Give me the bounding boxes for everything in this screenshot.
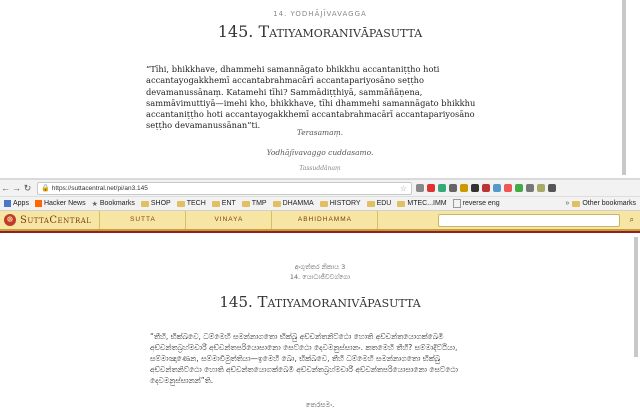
dhamma-wheel-icon: ☸ bbox=[4, 214, 16, 226]
nav-sutta[interactable]: SUTTA bbox=[99, 211, 185, 229]
back-icon[interactable]: ← bbox=[1, 183, 10, 193]
vagga-heading: 14. YODHĀJĪVAVAGGA bbox=[273, 10, 367, 18]
sutta-paragraph: “තීහි, භික්ඛවෙ, ධම්මෙහි සමන්නාගතො භික්ඛු අච්චන්තනිට්ඨො හොති අච්චන්තයොගක්ඛෙමී අච්චන්තබ්‍රහ්මචාරී අච්චන්තපරියොසානො සෙට්ඨො දෙවමනුස්සානං. කතමෙහි තීහි? සම්මාදිට්ඨියා, සම්මාඤාණෙන, සම්මාවිමුත්තියා—ඉමෙහි ඛො, භික්ඛවෙ, තීහි ධම්මෙහි සමන්නාගතො භික්ඛු අච්චන්තනිට්ඨො හොති අච්චන්තයොගක්ඛෙමී අච්චන්තබ්‍රහ්මචාරී අච්චන්තපරියොසානො සෙට්ඨො දෙවමනුස්සානන්”ති. bbox=[150, 332, 458, 385]
vagga-ending-line: Yodhājīvavaggo cuddasamo. bbox=[266, 148, 374, 157]
sutta-title: 145. Tatiyamoranivāpasutta bbox=[217, 22, 423, 41]
folder-icon bbox=[212, 201, 220, 207]
bookmark-folder-ent[interactable]: ENT bbox=[212, 200, 236, 207]
site-navbar bbox=[0, 211, 640, 231]
extension-icon[interactable] bbox=[493, 184, 501, 192]
sutta-title: 145. Tatiyamoranivāpasutta bbox=[219, 293, 421, 311]
address-bar[interactable] bbox=[37, 182, 412, 195]
folder-icon bbox=[572, 201, 580, 207]
bookmark-folder-edu[interactable]: EDU bbox=[367, 200, 392, 207]
vagga-heading: 14. යොධාජීවවග්ගො bbox=[289, 273, 351, 281]
site-search-input[interactable] bbox=[438, 214, 620, 227]
folder-icon bbox=[273, 201, 281, 207]
star-icon: ★ bbox=[91, 200, 98, 208]
folder-icon bbox=[367, 201, 375, 207]
extension-icon[interactable] bbox=[416, 184, 424, 192]
bookmark-reverse-eng[interactable]: reverse eng bbox=[453, 199, 500, 208]
nav-abhidhamma[interactable]: ABHIDHAMMA bbox=[271, 211, 378, 229]
nav-vinaya[interactable]: VINAYA bbox=[185, 211, 271, 229]
folder-icon bbox=[242, 201, 250, 207]
reload-icon[interactable]: ↻ bbox=[23, 182, 32, 193]
extensions-area bbox=[416, 184, 556, 192]
extension-icon[interactable] bbox=[427, 184, 435, 192]
brand-name: SuttaCentral bbox=[20, 214, 92, 226]
sutta-paragraph: “Tīhi, bhikkhave, dhammehi samannāgato bhikkhu accantaniṭṭho hoti accantayogakkhemī accantabrahmacārī accantapariyosāno seṭṭho devamanussānaṃ. Katamehi tīhi? Sammādiṭṭhiyā, sammāñāṇena, sammāvimuttiyā—imehi kho, bhikkhave, tīhi dhammehi samannāgato bhikkhu accantaniṭṭho hoti accantayogakkhemī accantabrahmacārī accantapariyosāno seṭṭho devamanussānan”ti. bbox=[146, 64, 476, 131]
bookmark-hacker-news[interactable]: Hacker News bbox=[35, 200, 86, 207]
bookmark-folder-history[interactable]: HISTORY bbox=[320, 200, 361, 207]
extension-icon[interactable] bbox=[504, 184, 512, 192]
bookmarks-bar bbox=[0, 197, 640, 211]
apps-grid-icon bbox=[4, 200, 11, 207]
browser-window bbox=[0, 178, 640, 409]
lock-icon: 🔒 bbox=[41, 185, 50, 192]
bookmark-folder-tech[interactable]: TECH bbox=[177, 200, 206, 207]
folder-icon bbox=[320, 201, 328, 207]
folder-icon bbox=[141, 201, 149, 207]
sutta-ending-line: Terasamaṃ. bbox=[296, 128, 344, 137]
url-toolbar bbox=[0, 180, 640, 197]
extension-icon[interactable] bbox=[537, 184, 545, 192]
folder-icon bbox=[397, 201, 405, 207]
bookmark-star-icon[interactable]: ☆ bbox=[399, 183, 407, 193]
folder-icon bbox=[177, 201, 185, 207]
bookmark-folder-mtec[interactable]: MTEC...IMM bbox=[397, 200, 446, 207]
page-scrollbar[interactable] bbox=[634, 237, 638, 357]
extension-icon[interactable] bbox=[438, 184, 446, 192]
menu-icon[interactable] bbox=[548, 184, 556, 192]
sutta-ending-line: තෙරසමං. bbox=[305, 401, 335, 409]
uddana-heading: Tassuddānaṃ bbox=[299, 165, 341, 172]
url-text: https://suttacentral.net/pi/an3.145 bbox=[51, 184, 148, 192]
search-icon[interactable]: ⌕ bbox=[629, 215, 634, 224]
site-brand[interactable] bbox=[0, 211, 99, 229]
bookmark-bookmarks[interactable]: ★ Bookmarks bbox=[91, 200, 135, 208]
extension-icon[interactable] bbox=[460, 184, 468, 192]
hacker-news-icon bbox=[35, 200, 42, 207]
bookmark-apps[interactable]: Apps bbox=[0, 200, 29, 207]
page-content bbox=[0, 233, 640, 409]
chevron-right-icon: » bbox=[565, 200, 570, 207]
forward-icon[interactable]: → bbox=[12, 183, 21, 193]
page-reference: අංගුත්තර නිකාය 3 bbox=[294, 263, 346, 271]
extension-icon[interactable] bbox=[526, 184, 534, 192]
bookmark-folder-shop[interactable]: SHOP bbox=[141, 200, 171, 207]
extension-icon[interactable] bbox=[471, 184, 479, 192]
extension-icon[interactable] bbox=[449, 184, 457, 192]
extension-icon[interactable] bbox=[482, 184, 490, 192]
top-reading-pane bbox=[0, 0, 640, 178]
extension-icon[interactable] bbox=[515, 184, 523, 192]
bookmark-folder-tmp[interactable]: TMP bbox=[242, 200, 267, 207]
other-bookmarks[interactable]: » Other bookmarks bbox=[565, 200, 636, 207]
page-icon bbox=[453, 199, 461, 208]
top-scrollbar[interactable] bbox=[622, 0, 626, 175]
bookmark-folder-dhamma[interactable]: DHAMMA bbox=[273, 200, 314, 207]
